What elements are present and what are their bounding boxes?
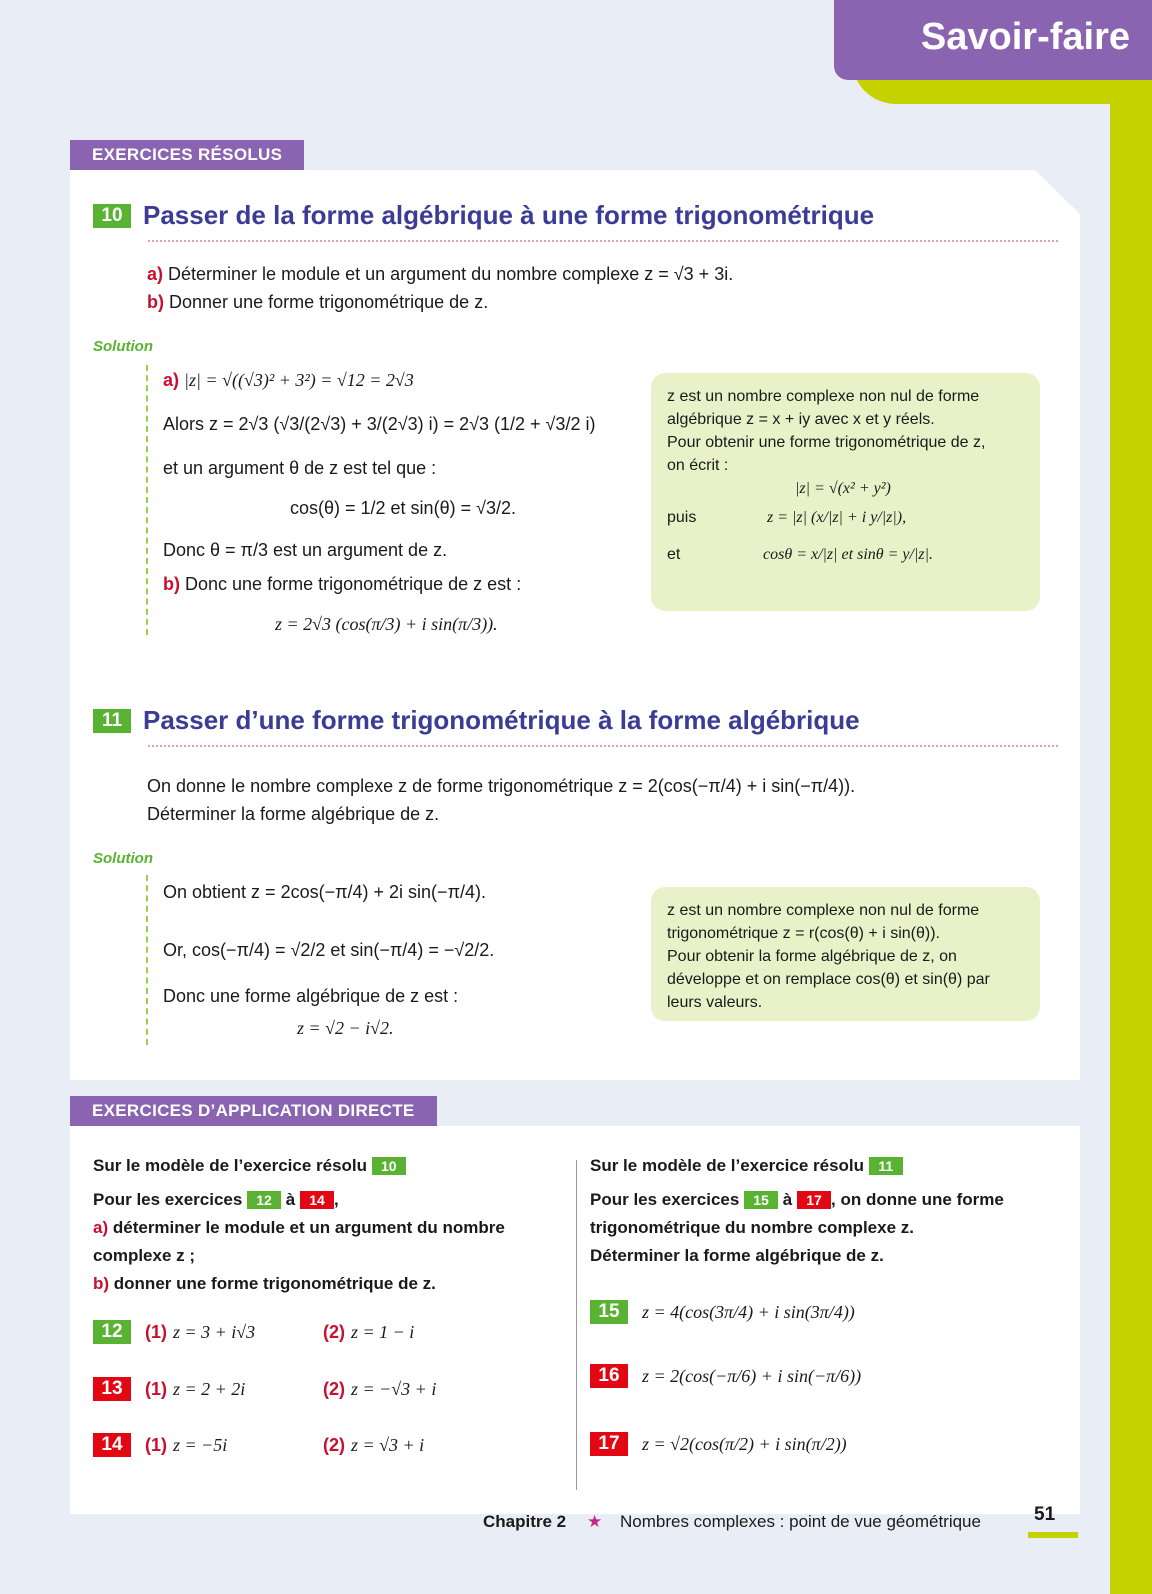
modulus-formula: |z| = √((√3)² + 3²) = √12 = 2√3 [184,370,414,390]
exercise-row [93,1433,424,1457]
hint-line: leurs valeurs. [667,994,763,1011]
model-text: Sur le modèle de l’exercice résolu [93,1156,368,1175]
sol-b-text: Donc une forme trigonométrique de z est : [185,574,522,594]
footer-chapter: Chapitre 2 [483,1512,567,1531]
solution-margin-line [146,875,158,1045]
ex11-sol-line4: z = √2 − i√2. [297,1018,394,1038]
divider [148,240,1058,242]
from-badge: 15 [744,1191,778,1209]
right-l2: trigonométrique du nombre complexe z. [590,1218,914,1237]
model-text: Sur le modèle de l’exercice résolu [590,1156,865,1175]
a-text: déterminer le module et un argument du nombre [112,1218,505,1237]
part-value: z = −5i [173,1434,228,1455]
hint-label: et [667,546,681,563]
side-accent-bar [1110,100,1152,1594]
part-value: z = √3 + i [351,1434,425,1455]
hint-formula: z = |z| (x/|z| + i y/|z|), [767,509,907,526]
label-b: b) [163,574,180,594]
exercise-number: 14 [93,1433,131,1457]
exercise-number: 15 [590,1300,628,1324]
part-label: (2) [323,1378,345,1399]
solution-margin-line [146,365,158,635]
part-label: (1) [145,1434,167,1455]
left-a-line [93,1214,505,1242]
rest-text: , on donne une forme [831,1190,1004,1209]
ex10-sol-line2: Alors z = 2√3 (√3/(2√3) + 3/(2√3) i) = 2√3 (1/2 + √3/2 i) [163,414,596,434]
page-number-underline [1028,1532,1078,1538]
ex10-sol-line4: cos(θ) = 1/2 et sin(θ) = √3/2. [290,498,516,518]
hint-line: z est un nombre complexe non nul de forme [667,388,980,405]
ex11-heading [93,705,860,736]
left-b-line [93,1270,436,1298]
ex11-question-2: Déterminer la forme algébrique de z. [147,804,440,824]
hint-line: Pour obtenir une forme trigonométrique de z, [667,434,986,451]
question-b-text: Donner une forme trigonométrique de z. [169,292,489,312]
ex10-sol-line1 [163,366,414,394]
model-num-badge: 10 [372,1157,406,1175]
ex11-sol-line1: On obtient z = 2cos(−π/4) + 2i sin(−π/4). [163,882,486,902]
label-a: a) [147,264,164,284]
exercise-row [93,1320,414,1344]
ex10-title: Passer de la forme algébrique à une forme trigonométrique [143,200,875,230]
question-a-text: Déterminer le module et un argument du nombre complexe z = √3 + 3i. [168,264,734,284]
part-value: z = −√3 + i [351,1378,437,1399]
exercise-row [590,1432,847,1456]
ex10-hint-bubble [651,373,1040,611]
label-b: b) [147,292,164,312]
hint-line: trigonométrique z = r(cos(θ) + i sin(θ)). [667,925,940,942]
ex10-question-b [147,288,488,316]
exercise-value: z = 4(cos(3π/4) + i sin(3π/4)) [642,1301,855,1322]
hint-line: z est un nombre complexe non nul de forme [667,902,980,919]
solution-label: Solution [93,850,153,867]
ex10-heading [93,200,874,231]
to-badge: 17 [797,1191,831,1209]
hint-label: puis [667,509,697,526]
hint-formula: |z| = √(x² + y²) [795,480,891,497]
ex10-sol-line3: et un argument θ de z est tel que : [163,458,437,478]
ex11-title: Passer d’une forme trigonométrique à la forme algébrique [143,705,860,735]
left-intro-line: Pour les exercices 12 à 14 , [93,1190,339,1209]
from-badge: 12 [247,1191,281,1209]
part-label: (1) [145,1378,167,1399]
exercise-number: 16 [590,1364,628,1388]
label-b: b) [93,1274,110,1293]
label-a: a) [93,1218,109,1237]
to-word: à [285,1190,296,1209]
hint-formula: cosθ = x/|z| et sinθ = y/|z|. [763,546,933,563]
ex10-sol-line5: Donc θ = π/3 est un argument de z. [163,540,448,560]
ex11-sol-line3: Donc une forme algébrique de z est : [163,986,459,1006]
to-word: à [782,1190,793,1209]
to-badge: 14 [300,1191,334,1209]
intro-text: Pour les exercices [93,1190,243,1209]
hint-line: développe et on remplace cos(θ) et sin(θ) par [667,971,990,988]
hint-line: on écrit : [667,457,729,474]
solution-label: Solution [93,338,153,355]
right-l3: Déterminer la forme algébrique de z. [590,1246,884,1265]
exercise-row [590,1364,861,1388]
right-intro-line [590,1186,1004,1214]
part-label: (2) [323,1321,345,1342]
part-label: (1) [145,1321,167,1342]
part-value: z = 3 + i√3 [173,1321,256,1342]
column-divider [576,1160,577,1490]
b-text: donner une forme trigonométrique de z. [113,1274,436,1293]
section-tab [834,0,1152,80]
tab-title: Savoir-faire [920,16,1130,58]
divider [148,745,1058,747]
exercise-number: 17 [590,1432,628,1456]
ex11-number: 11 [93,709,131,733]
exercise-number: 12 [93,1320,131,1344]
right-model-line [590,1152,903,1180]
ex10-question-a [147,260,733,288]
page-number: 51 [1034,1504,1056,1525]
label-a: a) [163,370,180,390]
ex11-hint-bubble [651,887,1040,1021]
model-num-badge: 11 [869,1157,903,1175]
hint-line: Pour obtenir la forme algébrique de z, on [667,948,957,965]
hint-line: algébrique z = x + iy avec x et y réels. [667,411,935,428]
exercise-value: z = 2(cos(−π/6) + i sin(−π/6)) [642,1365,862,1386]
ex11-sol-line2: Or, cos(−π/4) = √2/2 et sin(−π/4) = −√2/2. [163,940,495,960]
exercise-value: z = √2(cos(π/2) + i sin(π/2)) [642,1433,847,1454]
footer-star-icon: ★ [587,1512,603,1531]
section-header-resolved: EXERCICES RÉSOLUS [70,140,304,170]
ex10-sol-line6 [163,570,521,598]
left-a2-line: complexe z ; [93,1246,196,1265]
part-value: z = 2 + 2i [173,1378,246,1399]
footer-subject: Nombres complexes : point de vue géométrique [620,1512,981,1531]
exercise-row [93,1377,436,1401]
part-label: (2) [323,1434,345,1455]
ex10-number: 10 [93,204,131,228]
exercise-number: 13 [93,1377,131,1401]
exercise-row [590,1300,855,1324]
intro-text: Pour les exercices [590,1190,740,1209]
ex11-question-1: On donne le nombre complexe z de forme trigonométrique z = 2(cos(−π/4) + i sin(−π/4)). [147,776,856,796]
section-header-application: EXERCICES D’APPLICATION DIRECTE [70,1096,437,1126]
part-value: z = 1 − i [351,1321,415,1342]
ex10-sol-line7: z = 2√3 (cos(π/3) + i sin(π/3)). [275,614,498,634]
left-model-line [93,1152,406,1180]
